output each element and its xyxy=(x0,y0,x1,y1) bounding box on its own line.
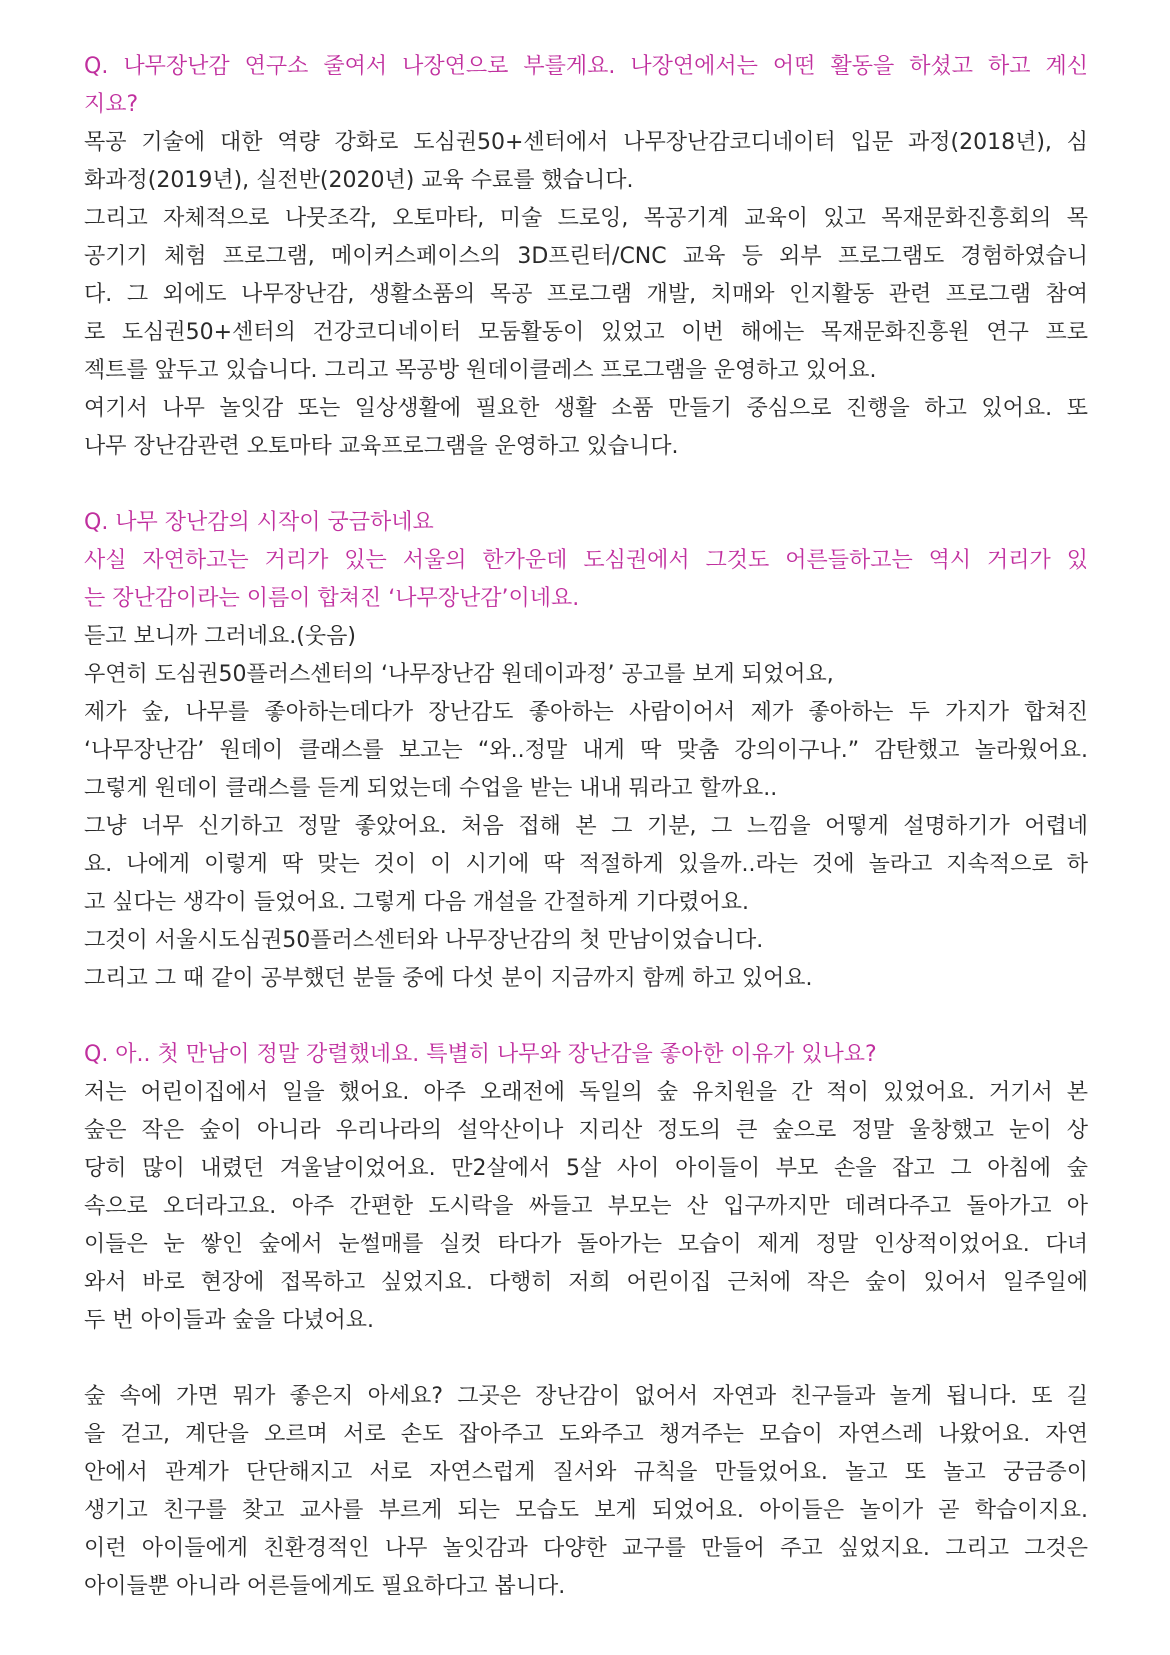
answer-line: 그것이 서울시도심권50플러스센터와 나무장난감의 첫 만남이었습니다. xyxy=(84,928,764,953)
answer-line: 다. 그 외에도 나무장난감, 생활소품의 목공 프로그램 개발, 치매와 인지활동 관련 프로그램 참여 xyxy=(84,282,1088,307)
answer-line: 나무 장난감관련 오토마타 교육프로그램을 운영하고 있습니다. xyxy=(84,434,679,459)
answer-line: 듣고 보니까 그러네요.(웃음) xyxy=(84,624,356,649)
answer-line: 고 싶다는 생각이 들었어요. 그렇게 다음 개설을 간절하게 기다렸어요. xyxy=(84,890,749,915)
question-line: 는 장난감이라는 이름이 합쳐진 ‘나무장난감’이네요. xyxy=(84,586,580,611)
answer-line: 두 번 아이들과 숲을 다녔어요. xyxy=(84,1308,374,1333)
paragraph-spacer xyxy=(84,1340,1088,1378)
document-page xyxy=(84,48,1088,1606)
answer-line: 화과정(2019년), 실전반(2020년) 교육 수료를 했습니다. xyxy=(84,168,634,193)
question-line: Q. 나무 장난감의 시작이 궁금하네요 xyxy=(84,510,434,535)
answer-line: 생기고 친구를 찾고 교사를 부르게 되는 모습도 보게 되었어요. 아이들은 놀이가 곧 학습이지요. xyxy=(84,1498,1088,1523)
question-line: 지요? xyxy=(84,92,139,117)
paragraph-spacer xyxy=(84,466,1088,504)
answer-line: 로 도심권50+센터의 건강코디네이터 모둠활동이 있었고 이번 해에는 목재문화진흥원 연구 프로 xyxy=(84,320,1088,345)
answer-line: 와서 바로 현장에 접목하고 싶었지요. 다행히 저희 어린이집 근처에 작은 숲이 있어서 일주일에 xyxy=(84,1270,1088,1295)
answer-line: 그리고 자체적으로 나뭇조각, 오토마타, 미술 드로잉, 목공기계 교육이 있고 목재문화진흥회의 목 xyxy=(84,206,1088,231)
answer-line: 제가 숲, 나무를 좋아하는데다가 장난감도 좋아하는 사람이어서 제가 좋아하는 두 가지가 합쳐진 xyxy=(84,700,1088,725)
answer-line: 숲은 작은 숲이 아니라 우리나라의 설악산이나 지리산 정도의 큰 숲으로 정말 울창했고 눈이 상 xyxy=(84,1118,1088,1143)
section-forest xyxy=(84,1378,1088,1606)
question-line: 사실 자연하고는 거리가 있는 서울의 한가운데 도심권에서 그것도 어른들하고는 역시 거리가 있 xyxy=(84,548,1088,573)
answer-line: 을 걷고, 계단을 오르며 서로 손도 잡아주고 도와주고 챙겨주는 모습이 자연스레 나왔어요. 자연 xyxy=(84,1422,1088,1447)
answer-line: 우연히 도심권50플러스센터의 ‘나무장난감 원데이과정’ 공고를 보게 되었어요, xyxy=(84,662,834,687)
answer-line: 아이들뿐 아니라 어른들에게도 필요하다고 봅니다. xyxy=(84,1574,566,1599)
answer-line: 저는 어린이집에서 일을 했어요. 아주 오래전에 독일의 숲 유치원을 간 적이 있었어요. 거기서 본 xyxy=(84,1080,1088,1105)
answer-line: 그렇게 원데이 클래스를 듣게 되었는데 수업을 받는 내내 뭐라고 할까요.. xyxy=(84,776,778,801)
section-reason xyxy=(84,1036,1088,1340)
answer-line: 이들은 눈 쌓인 숲에서 눈썰매를 실컷 타다가 돌아가는 모습이 제게 정말 인상적이었어요. 다녀 xyxy=(84,1232,1088,1257)
answer-line: 요. 나에게 이렇게 딱 맞는 것이 이 시기에 딱 적절하게 있을까..라는 것에 놀라고 지속적으로 하 xyxy=(84,852,1088,877)
section-origin xyxy=(84,504,1088,998)
answer-line: 목공 기술에 대한 역량 강화로 도심권50+센터에서 나무장난감코디네이터 입문 과정(2018년), 심 xyxy=(84,130,1088,155)
answer-line: 젝트를 앞두고 있습니다. 그리고 목공방 원데이클레스 프로그램을 운영하고 있어요. xyxy=(84,358,877,383)
answer-line: 이런 아이들에게 친환경적인 나무 놀잇감과 다양한 교구를 만들어 주고 싶었지요. 그리고 그것은 xyxy=(84,1536,1088,1561)
question-line: Q. 나무장난감 연구소 줄여서 나장연으로 부를게요. 나장연에서는 어떤 활동을 하셨고 하고 계신 xyxy=(84,54,1088,79)
answer-line: 숲 속에 가면 뭐가 좋은지 아세요? 그곳은 장난감이 없어서 자연과 친구들과 놀게 됩니다. 또 길 xyxy=(84,1384,1088,1409)
answer-line: 안에서 관계가 단단해지고 서로 자연스럽게 질서와 규칙을 만들었어요. 놀고 또 놀고 궁금증이 xyxy=(84,1460,1088,1485)
answer-line: 속으로 오더라고요. 아주 간편한 도시락을 싸들고 부모는 산 입구까지만 데려다주고 돌아가고 아 xyxy=(84,1194,1088,1219)
question-line: Q. 아.. 첫 만남이 정말 강렬했네요. 특별히 나무와 장난감을 좋아한 이유가 있나요? xyxy=(84,1042,877,1067)
answer-line: 그냥 너무 신기하고 정말 좋았어요. 처음 접해 본 그 기분, 그 느낌을 어떻게 설명하기가 어렵네 xyxy=(84,814,1088,839)
answer-line: 당히 많이 내렸던 겨울날이었어요. 만2살에서 5살 사이 아이들이 부모 손을 잡고 그 아침에 숲 xyxy=(84,1156,1088,1181)
section-activities xyxy=(84,48,1088,466)
answer-line: 그리고 그 때 같이 공부했던 분들 중에 다섯 분이 지금까지 함께 하고 있어요. xyxy=(84,966,813,991)
answer-line: ‘나무장난감’ 원데이 클래스를 보고는 “와..정말 내게 딱 맞춤 강의이구나.” 감탄했고 놀라웠어요. xyxy=(84,738,1088,763)
answer-line: 공기기 체험 프로그램, 메이커스페이스의 3D프린터/CNC 교육 등 외부 프로그램도 경험하였습니 xyxy=(84,244,1088,269)
answer-line: 여기서 나무 놀잇감 또는 일상생활에 필요한 생활 소품 만들기 중심으로 진행을 하고 있어요. 또 xyxy=(84,396,1088,421)
paragraph-spacer xyxy=(84,998,1088,1036)
